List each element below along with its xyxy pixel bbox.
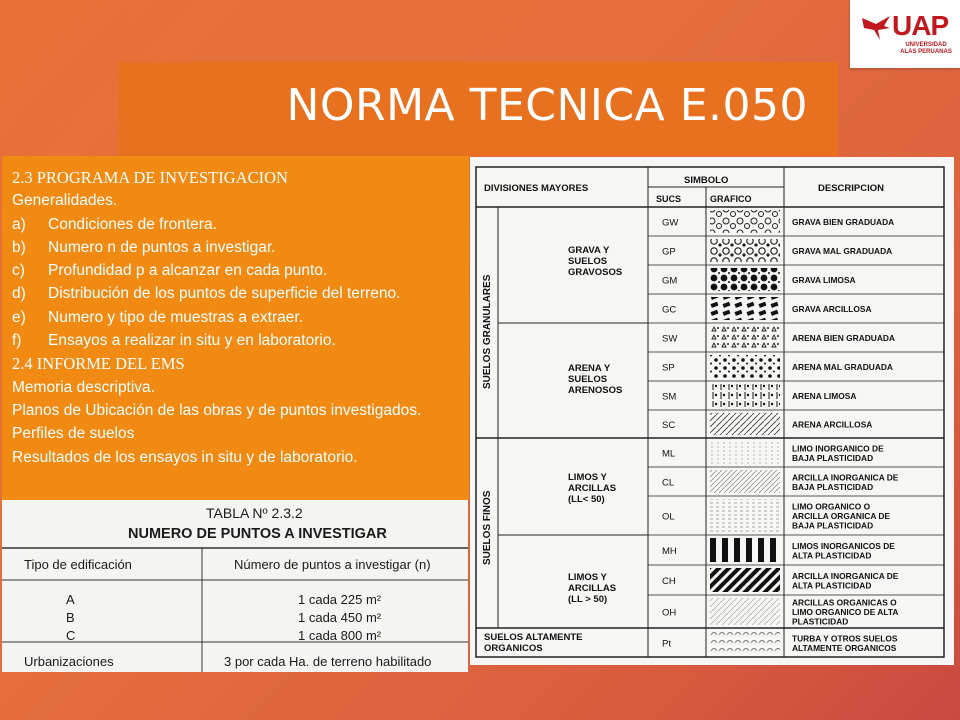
subgroup-organicos: SUELOS ALTAMENTE <box>484 632 583 643</box>
table-232-col1: Tipo de edificación <box>24 557 132 572</box>
soil-pattern-swatch <box>710 355 780 378</box>
logo-brand: UAP <box>892 10 949 41</box>
sucs-description: ARENA MAL GRADUADA <box>792 362 893 372</box>
table-232-title: TABLA Nº 2.3.2 <box>206 505 303 521</box>
subgroup-arena: ARENA Y <box>568 363 611 374</box>
header-grafico: GRAFICO <box>710 194 752 204</box>
content-panel <box>2 156 469 500</box>
logo-subtitle-line2: ALAS PERUANAS <box>900 49 952 55</box>
sucs-description: GRAVA MAL GRADUADA <box>792 246 893 256</box>
program-item-key: a) <box>12 215 26 233</box>
subgroup-arena: SUELOS <box>568 374 608 385</box>
sucs-description: ARCILLA INORGANICA DE <box>792 472 899 483</box>
subgroup-limos-ll-gt-50: LIMOS Y <box>568 572 607 583</box>
table-232-subtitle: NUMERO DE PUNTOS A INVESTIGAR <box>128 526 387 542</box>
table-2-3-2-graphic <box>2 500 468 672</box>
sucs-code: MH <box>662 546 677 557</box>
soil-pattern-swatch <box>710 499 780 532</box>
slide-title: NORMA TECNICA E.050 <box>286 80 808 131</box>
sucs-description: BAJA PLASTICIDAD <box>792 520 874 531</box>
program-item-key: f) <box>12 332 22 350</box>
header-divisiones: DIVISIONES MAYORES <box>484 183 589 194</box>
sucs-table-graphic <box>470 157 954 665</box>
report-item: Perfiles de suelos <box>12 425 135 443</box>
sucs-row <box>662 413 872 435</box>
sucs-description: GRAVA LIMOSA <box>792 275 856 285</box>
sucs-description: LIMO ORGANICO O <box>792 501 871 512</box>
program-item-key: b) <box>12 238 26 256</box>
sucs-code: OH <box>662 607 677 619</box>
group-label-granular: SUELOS GRANULARES <box>482 274 493 389</box>
table-232-last-value: 3 por cada Ha. de terreno habilitado <box>224 654 432 669</box>
subgroup-organicos: ORGANICOS <box>484 643 543 654</box>
sucs-description: ALTA PLASTICIDAD <box>792 550 872 561</box>
title-bar <box>118 62 838 156</box>
sucs-row <box>662 441 884 464</box>
sucs-row <box>662 470 899 493</box>
sucs-description: ARCILLA ORGANICA DE <box>792 511 891 521</box>
subgroup-limos-ll-gt-50: (LL > 50) <box>568 594 608 605</box>
sucs-row <box>662 568 899 592</box>
sucs-code: SW <box>662 333 678 345</box>
sucs-description: BAJA PLASTICIDAD <box>792 481 874 492</box>
table-232-type: B <box>66 610 75 625</box>
program-item-key: d) <box>12 285 26 303</box>
program-item <box>12 213 469 236</box>
table-2-3-2 <box>2 500 468 672</box>
subgroup-limos-ll-lt-50: LIMOS Y <box>568 472 607 483</box>
program-list <box>12 213 469 353</box>
report-item: Planos de Ubicación de las obras y de puntos investigados. <box>12 401 422 419</box>
soil-pattern-swatch <box>710 326 780 349</box>
sucs-description: GRAVA ARCILLOSA <box>792 304 872 314</box>
report-heading: 2.4 INFORME DEL EMS <box>12 354 185 374</box>
university-logo <box>850 0 960 68</box>
soil-pattern-swatch <box>710 297 780 320</box>
group-label-finos: SUELOS FINOS <box>482 490 493 565</box>
subgroup-arena: ARENOSOS <box>568 385 623 396</box>
soil-pattern-swatch <box>710 210 780 233</box>
program-item <box>12 259 469 282</box>
subgroup-limos-ll-lt-50: ARCILLAS <box>568 483 617 494</box>
sucs-description: BAJA PLASTICIDAD <box>792 452 874 463</box>
sucs-row <box>662 297 872 320</box>
program-heading: 2.3 PROGRAMA DE INVESTIGACION <box>12 168 288 187</box>
sucs-row <box>662 210 894 233</box>
sucs-description: ALTAMENTE ORGANICOS <box>792 642 897 653</box>
subgroup-grava: GRAVOSOS <box>568 267 623 278</box>
sucs-description: ARENA LIMOSA <box>792 391 857 401</box>
soil-pattern-swatch <box>710 239 780 262</box>
sucs-code: CL <box>662 477 675 489</box>
sucs-row <box>662 598 898 627</box>
soil-pattern-swatch <box>710 538 780 562</box>
sucs-description: LIMOS INORGANICOS DE <box>792 540 895 551</box>
program-item <box>12 306 469 329</box>
sucs-row <box>662 268 856 291</box>
program-item-key: c) <box>12 262 25 280</box>
sucs-description: ALTA PLASTICIDAD <box>792 580 872 591</box>
report-item: Resultados de los ensayos in situ y de laboratorio. <box>12 448 358 466</box>
table-232-type: A <box>66 592 75 607</box>
soil-pattern-swatch <box>710 441 780 464</box>
soil-pattern-swatch <box>710 413 780 435</box>
sucs-description: TURBA Y OTROS SUELOS <box>792 633 898 644</box>
soil-pattern-swatch <box>710 384 780 407</box>
logo-subtitle <box>898 42 954 56</box>
soil-pattern-swatch <box>710 268 780 291</box>
sucs-code: SM <box>662 391 677 403</box>
soil-pattern-swatch <box>710 631 780 654</box>
subgroup-limos-ll-gt-50: ARCILLAS <box>568 583 617 594</box>
sucs-description: ARENA ARCILLOSA <box>792 419 873 430</box>
sucs-row <box>662 384 856 407</box>
sucs-code: GP <box>662 246 676 258</box>
sucs-code: OL <box>662 511 675 523</box>
table-232-type: C <box>66 628 76 643</box>
sucs-row <box>662 239 892 262</box>
sucs-code: Pt <box>662 638 671 650</box>
soil-pattern-swatch <box>710 568 780 592</box>
subgroup-grava: GRAVA Y <box>568 245 610 256</box>
program-item-key: e) <box>12 308 26 326</box>
header-descripcion: DESCRIPCION <box>818 183 884 194</box>
sucs-code: GC <box>662 304 677 316</box>
table-232-value: 1 cada 450 m² <box>298 610 382 625</box>
sucs-description: LIMO ORGANICO DE ALTA <box>792 607 899 617</box>
eagle-icon <box>860 12 892 42</box>
soil-pattern-swatch <box>710 598 780 625</box>
sucs-description: ARCILLA INORGANICA DE <box>792 570 899 581</box>
logo-subtitle-line1: UNIVERSIDAD <box>905 42 947 48</box>
soil-pattern-swatch <box>710 470 780 493</box>
sucs-code: ML <box>662 448 676 460</box>
table-232-col2: Número de puntos a investigar (n) <box>234 557 431 572</box>
sucs-description: ARENA BIEN GRADUADA <box>792 333 895 343</box>
program-item <box>12 282 469 305</box>
subgroup-grava: SUELOS <box>568 256 608 267</box>
header-sucs: SUCS <box>656 194 682 204</box>
program-item-text: Distribución de los puntos de superficie del terreno. <box>48 285 401 303</box>
sucs-description: LIMO INORGANICO DE <box>792 443 884 454</box>
report-list <box>12 376 469 469</box>
sucs-code: GM <box>662 275 678 287</box>
program-item-text: Numero n de puntos a investigar. <box>48 238 276 256</box>
program-item <box>12 236 469 259</box>
sucs-classification-table <box>470 157 954 665</box>
subgroup-limos-ll-lt-50: (LL< 50) <box>568 494 605 505</box>
program-item-text: Condiciones de frontera. <box>48 215 217 233</box>
sucs-row <box>662 326 895 349</box>
sucs-description: PLASTICIDAD <box>792 616 849 627</box>
sucs-row <box>662 631 898 654</box>
sucs-code: CH <box>662 576 676 587</box>
program-item-text: Numero y tipo de muestras a extraer. <box>48 308 304 326</box>
program-item <box>12 329 469 352</box>
sucs-row <box>662 355 893 378</box>
sucs-row <box>662 538 895 562</box>
sucs-description: ARCILLAS ORGANICAS O <box>792 597 897 608</box>
sucs-row <box>662 499 890 532</box>
report-item: Memoria descriptiva. <box>12 378 155 396</box>
table-232-value: 1 cada 800 m² <box>298 628 382 643</box>
sucs-code: SP <box>662 362 675 374</box>
sucs-code: SC <box>662 420 676 431</box>
header-simbolo: SIMBOLO <box>684 175 729 186</box>
table-232-last-type: Urbanizaciones <box>24 654 114 669</box>
sucs-code: GW <box>662 217 679 229</box>
program-item-text: Ensayos a realizar in situ y en laboratorio. <box>48 332 336 350</box>
table-232-value: 1 cada 225 m² <box>298 592 382 607</box>
program-item-text: Profundidad p a alcanzar en cada punto. <box>48 262 328 280</box>
sucs-description: GRAVA BIEN GRADUADA <box>792 217 895 227</box>
program-intro: Generalidades. <box>12 192 118 210</box>
